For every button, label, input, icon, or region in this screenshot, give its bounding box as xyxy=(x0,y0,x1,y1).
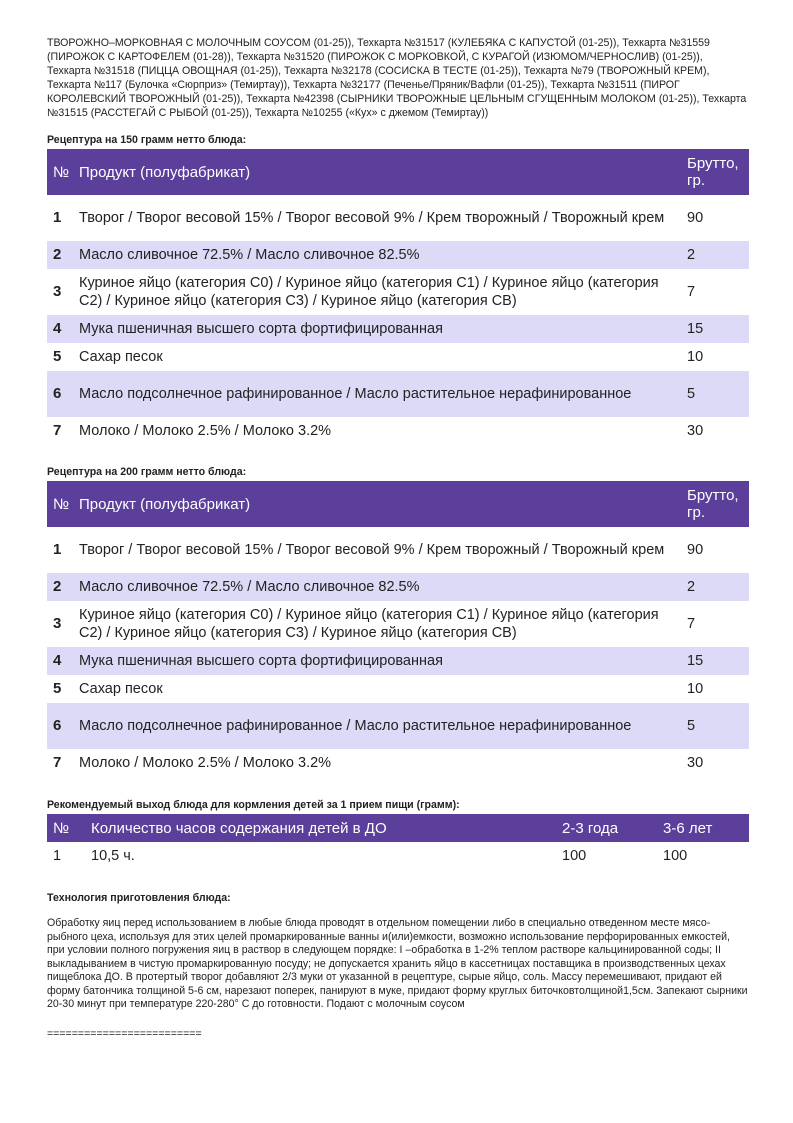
row-product: Масло подсолнечное рафинированное / Масло растительное нерафинированное xyxy=(79,703,687,749)
row-brutto: 7 xyxy=(687,616,696,632)
row-num: 7 xyxy=(53,422,62,439)
recipe-150-title: Рецептура на 150 грамм нетто блюда: xyxy=(47,134,247,146)
table-row xyxy=(47,647,749,675)
technology-text: Обработку яиц перед использованием в любые блюда проводят в отдельном помещении либо в специально отведенном месте мясо-рыбного цеха, используя для этих целей промаркированные ванны и(или)емкости, возможно использование перфорированных емкостей, при условии полного погружения яиц в раствор в следующем порядке: I –обработка в 1-2% теплом растворе кальцинированной соды; II выкладыванием в чистую промаркированную посуду; не допускается хранить яйцо в кассетницах поставщика в производственных цехах пищеблока ДО. В протертый творог добавляют 2/3 муки от указанной в рецептуре, сырые яйцо, соль. Массу перемешивают, придают ей форму батончика толщиной 5-6 см, нарезают поперек, панируют в муке, придают форму круглых биточковтолщиной1,5см. Запекают сырники 20-30 минут при температуре 220-280° С до готовности. Подают с молочным соусом xyxy=(47,917,748,1010)
recipe-150-table xyxy=(47,149,749,445)
yield-table xyxy=(47,814,749,870)
row-product: Сахар песок xyxy=(79,681,163,697)
table-row xyxy=(47,703,749,749)
yield-title: Рекомендуемый выход блюда для кормления детей за 1 прием пищи (грамм): xyxy=(47,799,460,811)
row-product: Творог / Творог весовой 15% / Творог весовой 9% / Крем творожный / Творожный крем xyxy=(79,210,665,226)
row-brutto: 10 xyxy=(687,681,704,697)
row-brutto: 10 xyxy=(687,349,704,365)
row-num: 3 xyxy=(53,283,62,300)
col-product-header: Продукт (полуфабрикат) xyxy=(79,149,687,195)
row-product: Куриное яйцо (категория С0) / Куриное яйцо (категория С1) / Куриное яйцо (категория С2) / Куриное яйцо (категория С3) / Куриное яйцо (категория СВ) xyxy=(79,275,659,309)
row-product: Молоко / Молоко 2.5% / Молоко 3.2% xyxy=(79,755,332,771)
row-product: Масло сливочное 72.5% / Масло сливочное 82.5% xyxy=(79,241,687,269)
row-brutto: 2 xyxy=(687,573,749,601)
separator-line: ========================= xyxy=(47,1027,202,1040)
table-row xyxy=(47,371,749,417)
col-brutto-header: Брутто, гр. xyxy=(687,149,749,195)
recipe-200-table xyxy=(47,481,749,777)
row-brutto: 30 xyxy=(687,423,704,439)
table-row xyxy=(47,601,749,647)
row-num: 1 xyxy=(53,848,62,864)
row-product: Масло подсолнечное рафинированное / Масло растительное нерафинированное xyxy=(79,371,687,417)
row-brutto: 5 xyxy=(687,371,749,417)
row-num: 5 xyxy=(53,680,62,697)
table-header-row xyxy=(47,149,749,195)
col-hours-header: Количество часов содержания детей в ДО xyxy=(91,814,562,842)
col-num-header: № xyxy=(47,814,91,842)
row-product: Молоко / Молоко 2.5% / Молоко 3.2% xyxy=(79,423,332,439)
row-brutto: 90 xyxy=(687,542,704,558)
row-num: 4 xyxy=(47,315,79,343)
table-row xyxy=(47,749,749,777)
table-header-row xyxy=(47,481,749,527)
table-row xyxy=(47,417,749,445)
col-num-header: № xyxy=(47,149,79,195)
table-row xyxy=(47,343,749,371)
row-product: Мука пшеничная высшего сорта фортифицированная xyxy=(79,315,687,343)
table-header-row xyxy=(47,814,749,842)
row-brutto: 15 xyxy=(687,315,749,343)
row-brutto: 5 xyxy=(687,703,749,749)
table-row xyxy=(47,675,749,703)
row-num: 1 xyxy=(53,541,62,558)
row-num: 4 xyxy=(47,647,79,675)
row-hours: 10,5 ч. xyxy=(91,848,135,864)
row-product: Сахар песок xyxy=(79,349,163,365)
table-row xyxy=(47,241,749,269)
row-product: Куриное яйцо (категория С0) / Куриное яйцо (категория С1) / Куриное яйцо (категория С2) / Куриное яйцо (категория С3) / Куриное яйцо (категория СВ) xyxy=(79,607,659,641)
row-num: 3 xyxy=(53,615,62,632)
row-product: Масло сливочное 72.5% / Масло сливочное 82.5% xyxy=(79,573,687,601)
row-num: 6 xyxy=(47,371,79,417)
technology-title: Технология приготовления блюда: xyxy=(47,892,231,904)
row-product: Мука пшеничная высшего сорта фортифицированная xyxy=(79,647,687,675)
row-num: 1 xyxy=(53,209,62,226)
row-brutto: 15 xyxy=(687,647,749,675)
table-row xyxy=(47,527,749,573)
row-num: 6 xyxy=(47,703,79,749)
row-age-2-3: 100 xyxy=(562,848,587,864)
row-age-3-6: 100 xyxy=(663,848,688,864)
table-row xyxy=(47,842,749,870)
row-brutto: 2 xyxy=(687,241,749,269)
col-age-2-3-header: 2-3 года xyxy=(562,814,663,842)
document-page xyxy=(47,36,749,1040)
row-num: 7 xyxy=(53,754,62,771)
col-product-header: Продукт (полуфабрикат) xyxy=(79,481,687,527)
row-num: 2 xyxy=(47,573,79,601)
recipe-200-title: Рецептура на 200 грамм нетто блюда: xyxy=(47,466,247,478)
row-brutto: 30 xyxy=(687,755,704,771)
row-num: 5 xyxy=(53,348,62,365)
table-row xyxy=(47,195,749,241)
table-row xyxy=(47,269,749,315)
row-num: 2 xyxy=(47,241,79,269)
row-product: Творог / Творог весовой 15% / Творог весовой 9% / Крем творожный / Творожный крем xyxy=(79,542,665,558)
col-brutto-header: Брутто, гр. xyxy=(687,481,749,527)
row-brutto: 90 xyxy=(687,210,704,226)
col-num-header: № xyxy=(47,481,79,527)
table-row xyxy=(47,573,749,601)
row-brutto: 7 xyxy=(687,284,696,300)
table-row xyxy=(47,315,749,343)
col-age-3-6-header: 3-6 лет xyxy=(663,814,749,842)
intro-text: ТВОРОЖНО–МОРКОВНАЯ С МОЛОЧНЫМ СОУСОМ (01-25)), Техкарта №31517 (КУЛЕБЯКА С КАПУСТОЙ (01-25)), Техкарта №31559 (ПИРОЖОК С КАРТОФЕЛЕМ (01-28)), Техкарта №31520 (ПИРОЖОК С МОРКОВКОЙ, С КУРАГОЙ (ИЗЮМОМ/ЧЕРНОСЛИВ) (01-25)), Техкарта №31518 (ПИЦЦА ОВОЩНАЯ (01-25)), Техкарта №32178 (СОСИСКА В ТЕСТЕ (01-25)), Техкарта №79 (ТВОРОЖНЫЙ КРЕМ), Техкарта №117 (Булочка «Сюрприз» (Темиртау)), Техкарта №32177 (Печенье/Пряник/Вафли (01-25)), Техкарта №31511 (ПИРОГ КОРОЛЕВСКИЙ ТВОРОЖНЫЙ (01-25)), Техкарта №42398 (СЫРНИКИ ТВОРОЖНЫЕ ЦЕЛЬНЫМ СГУЩЕННЫМ МОЛОКОМ (01-25)), Техкарта №31515 (РАССТЕГАЙ С РЫБОЙ (01-25)), Техкарта №10255 («Кух» с джемом (Темиртау)) xyxy=(47,37,747,119)
